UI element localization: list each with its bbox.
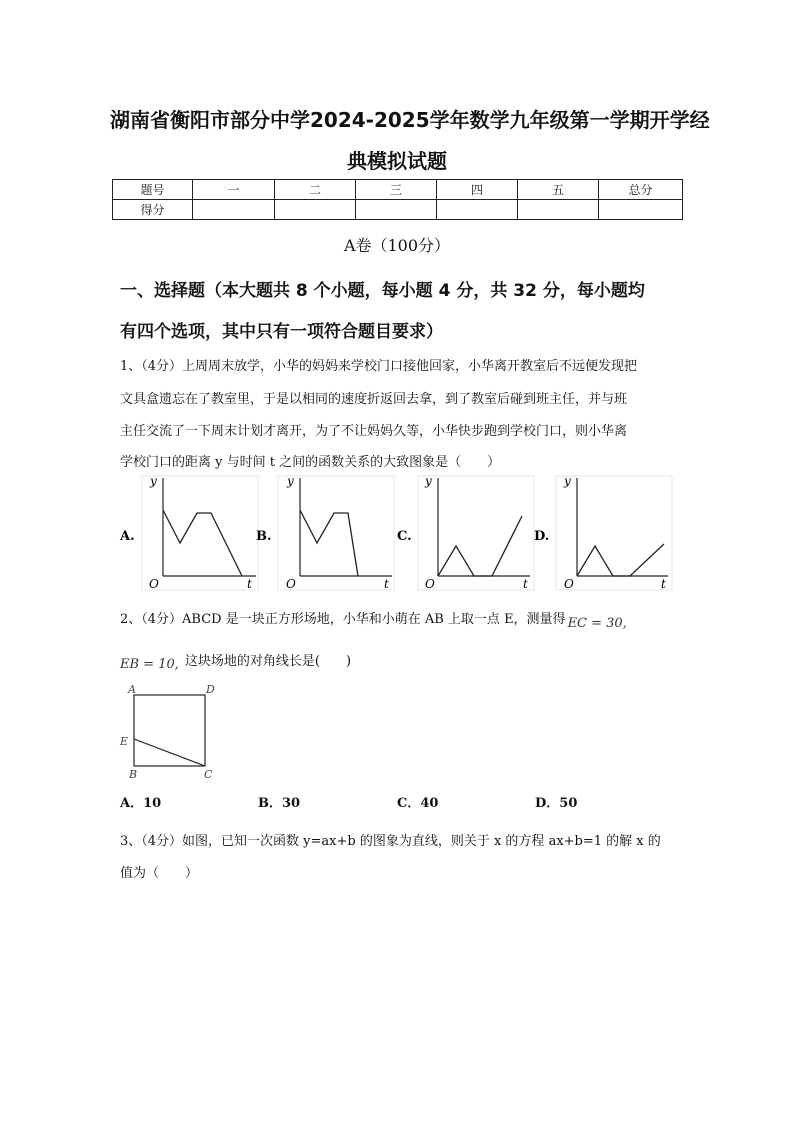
q2-option-b[interactable]: B．30	[258, 796, 301, 811]
t-axis-label: t	[661, 577, 666, 591]
score-header-cell: 四	[437, 180, 518, 200]
square-abcd	[134, 695, 205, 766]
vertex-label-b: B	[129, 768, 138, 781]
q1-option-d-label: D.	[534, 529, 550, 544]
score-header-cell: 三	[356, 180, 437, 200]
y-axis-label: y	[425, 474, 432, 488]
q2-line2	[120, 650, 352, 672]
score-header-cell: 一	[193, 180, 275, 200]
q2-option-c[interactable]: C．40	[397, 796, 439, 811]
q2-question-text: 这块场地的对角线长是( )	[184, 654, 352, 669]
t-axis-label: t	[523, 577, 528, 591]
q2-square-figure	[116, 678, 226, 784]
q1-option-c[interactable]	[397, 474, 534, 591]
score-header-cell: 题号	[113, 180, 193, 200]
score-cell[interactable]	[599, 200, 683, 220]
score-header-cell: 总分	[599, 180, 683, 200]
score-row-label: 得分	[113, 200, 193, 220]
q1-option-a-label: A.	[120, 529, 135, 544]
origin-label: O	[286, 577, 296, 591]
section1-heading-line1: 一、选择题（本大题共 8 个小题，每小题 4 分，共 32 分，每小题均	[120, 281, 645, 301]
exam-title-line2: 典模拟试题	[347, 149, 447, 173]
q1-option-b[interactable]	[256, 474, 394, 591]
score-cell[interactable]	[193, 200, 275, 220]
graph-frame	[278, 476, 394, 590]
q2-ec-formula: EC = 30,	[567, 616, 627, 631]
y-axis-label: y	[287, 474, 294, 488]
q2-option-a[interactable]: A．10	[120, 796, 162, 811]
score-cell[interactable]	[275, 200, 356, 220]
y-axis-label: y	[150, 474, 157, 488]
score-header-cell: 五	[518, 180, 599, 200]
origin-label: O	[149, 577, 159, 591]
vertex-label-a: A	[128, 683, 136, 696]
score-table-header-row	[113, 180, 683, 200]
t-axis-label: t	[384, 577, 389, 591]
q1-line: 1、（4分）上周周末放学，小华的妈妈来学校门口接他回家，小华离开教室后不远便发现把	[120, 359, 638, 374]
score-cell[interactable]	[356, 200, 437, 220]
q1-line: 文具盒遗忘在了教室里，于是以相同的速度折返回去拿，到了教室后碰到班主任，并与班	[120, 392, 628, 407]
score-table-score-row	[113, 200, 683, 220]
q1-option-b-label: B.	[256, 529, 272, 544]
q1-option-d[interactable]	[534, 474, 672, 591]
section1-heading-line2: 有四个选项，其中只有一项符合题目要求）	[120, 322, 443, 342]
distance-graph-line	[577, 544, 664, 576]
q2-line1	[120, 608, 627, 631]
score-cell[interactable]	[518, 200, 599, 220]
vertex-label-d: D	[206, 683, 215, 696]
origin-label: O	[564, 577, 574, 591]
score-header-cell: 二	[275, 180, 356, 200]
distance-graph-line	[163, 510, 242, 576]
point-label-e: E	[120, 735, 129, 748]
q3-line1: 3、（4分）如图，已知一次函数 y=ax+b 的图象为直线，则关于 x 的方程 ax+b=1 的解 x 的	[120, 834, 661, 849]
vertex-label-c: C	[204, 768, 213, 781]
t-axis-label: t	[247, 577, 252, 591]
paper-section-heading: A卷（100分）	[343, 236, 451, 255]
exam-title-line1: 湖南省衡阳市部分中学2024-2025学年数学九年级第一学期开学经	[110, 108, 710, 132]
q2-eb-formula: EB = 10,	[120, 657, 179, 672]
score-table	[112, 179, 683, 220]
segment-ec	[134, 739, 205, 766]
q1-option-a[interactable]	[119, 474, 258, 591]
origin-label: O	[425, 577, 435, 591]
graph-frame	[418, 476, 534, 590]
q3-line2: 值为（ ）	[120, 866, 199, 881]
q1-graph-options	[116, 472, 676, 596]
score-cell[interactable]	[437, 200, 518, 220]
y-axis-label: y	[564, 474, 571, 488]
q1-line: 主任交流了一下周末计划才离开，为了不让妈妈久等，小华快步跑到学校门口，则小华离	[120, 424, 628, 439]
distance-graph-line	[300, 510, 358, 576]
q1-line: 学校门口的距离 y 与时间 t 之间的函数关系的大致图象是（ ）	[120, 455, 501, 470]
distance-graph-line	[438, 516, 522, 576]
q1-option-c-label: C.	[397, 529, 412, 544]
q2-stem-text: 2、（4分）ABCD 是一块正方形场地，小华和小萌在 AB 上取一点 E，测量得	[120, 612, 566, 627]
graph-frame	[556, 476, 672, 590]
q2-option-d[interactable]: D．50	[535, 796, 578, 811]
